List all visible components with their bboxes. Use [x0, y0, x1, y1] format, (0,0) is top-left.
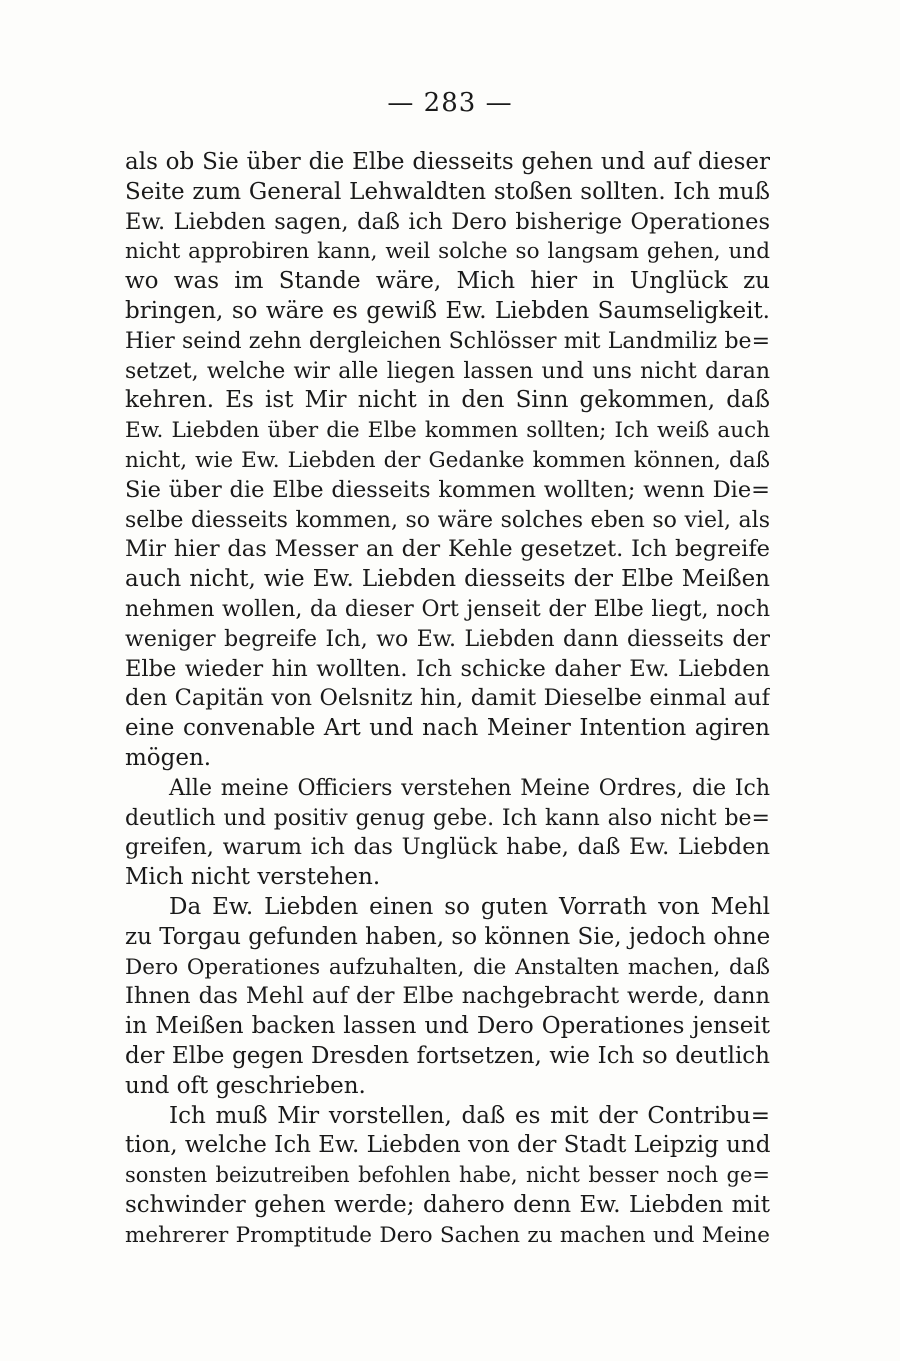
- text-line: Mir hier das Messer an der Kehle gesetzet. Ich begreife: [125, 536, 770, 563]
- text-line: eine convenable Art und nach Meiner Intention agiren: [125, 715, 770, 742]
- text-line: sonsten beizutreiben befohlen habe, nicht besser noch ge=: [125, 1163, 770, 1188]
- text-line: Ihnen das Mehl auf der Elbe nachgebracht werde, dann: [125, 983, 770, 1010]
- text-line: greifen, warum ich das Unglück habe, daß Ew. Liebden: [125, 834, 770, 861]
- paragraph-2: [125, 774, 770, 893]
- text-line: setzet, welche wir alle liegen lassen und uns nicht daran: [125, 358, 770, 384]
- text-line: selbe diesseits kommen, so wäre solches eben so viel, als: [125, 507, 770, 533]
- text-line: tion, welche Ich Ew. Liebden von der Stadt Leipzig und: [125, 1132, 770, 1159]
- text-line: Da Ew. Liebden einen so guten Vorrath von Mehl: [169, 893, 770, 920]
- text-line: als ob Sie über die Elbe diesseits gehen und auf dieser: [125, 149, 770, 175]
- text-line: Ich muß Mir vorstellen, daß es mit der Contribu=: [169, 1102, 770, 1129]
- text-line: zu Torgau gefunden haben, so können Sie, jedoch ohne: [125, 923, 770, 950]
- text-line: in Meißen backen lassen und Dero Operationes jenseit: [125, 1013, 770, 1040]
- text-line: nehmen wollen, da dieser Ort jenseit der Elbe liegt, noch: [125, 596, 770, 622]
- text-line: auch nicht, wie Ew. Liebden diesseits der Elbe Meißen: [125, 566, 770, 593]
- text-line: weniger begreife Ich, wo Ew. Liebden dann diesseits der: [125, 626, 770, 652]
- text-line: bringen, so wäre es gewiß Ew. Liebden Saumseligkeit.: [125, 297, 770, 324]
- text-line: den Capitän von Oelsnitz hin, damit Dieselbe einmal auf: [125, 685, 770, 712]
- text-line: Alle meine Officiers verstehen Meine Ordres, die Ich: [169, 775, 770, 801]
- text-line: nicht approbiren kann, weil solche so langsam gehen, und: [125, 239, 770, 265]
- text-line: der Elbe gegen Dresden fortsetzen, wie Ich so deutlich: [125, 1042, 770, 1069]
- body-text: [125, 148, 770, 1250]
- text-line: Seite zum General Lehwaldten stoßen sollten. Ich muß: [125, 178, 770, 205]
- text-line: Ew. Liebden über die Elbe kommen sollten; Ich weiß auch: [125, 418, 770, 444]
- paragraph-4: [125, 1102, 770, 1251]
- text-line: Ew. Liebden sagen, daß ich Dero bisherige Operationes: [125, 208, 770, 235]
- text-line: schwinder gehen werde; dahero denn Ew. Liebden mit: [125, 1191, 770, 1218]
- text-line: Mich nicht verstehen.: [125, 864, 381, 891]
- page-number: — 283 —: [387, 88, 513, 118]
- text-line: mehrerer Promptitude Dero Sachen zu machen und Meine: [125, 1222, 770, 1248]
- text-line: Elbe wieder hin wollten. Ich schicke daher Ew. Liebden: [125, 655, 770, 682]
- text-line: Dero Operationes aufzuhalten, die Anstalten machen, daß: [125, 954, 770, 980]
- text-line: Hier seind zehn dergleichen Schlösser mit Landmiliz be=: [125, 328, 770, 354]
- text-line: kehren. Es ist Mir nicht in den Sinn gekommen, daß: [125, 387, 770, 414]
- text-line: nicht, wie Ew. Liebden der Gedanke kommen können, daß: [125, 447, 770, 473]
- paragraph-3: [125, 893, 770, 1102]
- paragraph-1: [125, 148, 770, 774]
- text-line: wo was im Stande wäre, Mich hier in Unglück zu: [125, 268, 770, 295]
- text-line: deutlich und positiv genug gebe. Ich kann also nicht be=: [125, 805, 770, 831]
- text-line: mögen.: [125, 744, 212, 771]
- text-line: und oft geschrieben.: [125, 1072, 366, 1099]
- text-line: Sie über die Elbe diesseits kommen wollten; wenn Die=: [125, 476, 770, 503]
